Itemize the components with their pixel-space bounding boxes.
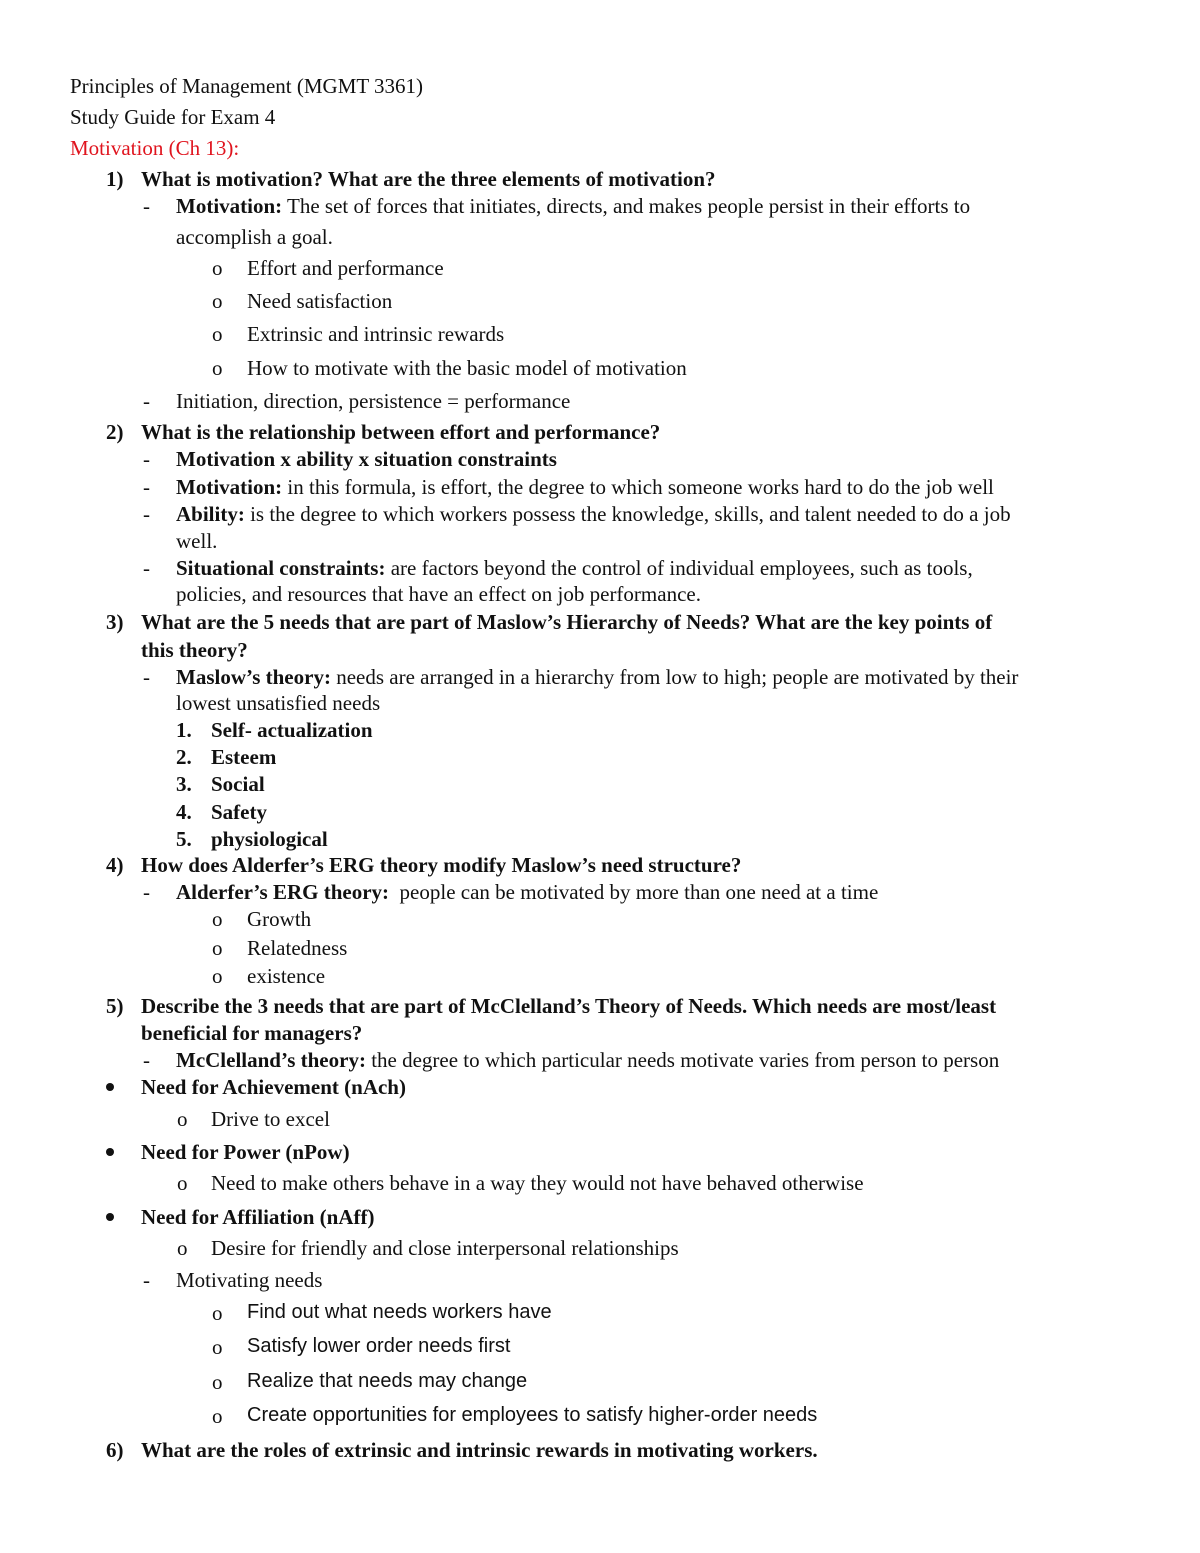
- q1-note: Initiation, direction, persistence = performance: [176, 389, 571, 413]
- q5-theory: [176, 1048, 999, 1072]
- mcclelland-need: Need for Achievement (nAch): [141, 1075, 406, 1099]
- q4-theory-text: people can be motivated by more than one need at a time: [399, 880, 879, 904]
- q2-constraints-text: are factors beyond the control of individual employees, such as tools,: [390, 556, 973, 580]
- q3-theory-text: needs are arranged in a hierarchy from low to high; people are motivated by their: [336, 665, 1019, 689]
- mcclelland-need-desc: Need to make others behave in a way they would not have behaved otherwise: [211, 1171, 864, 1195]
- bullet-icon: [106, 1213, 114, 1221]
- q3-theory: [176, 665, 1018, 689]
- circle-marker: o: [212, 1335, 223, 1359]
- q2-ability-term: Ability:: [176, 502, 245, 526]
- q4-theory-term: Alderfer’s ERG theory:: [176, 880, 390, 904]
- bullet-icon: [106, 1148, 114, 1156]
- circle-marker: o: [212, 289, 223, 313]
- q5-theory-term: McClelland’s theory:: [176, 1048, 366, 1072]
- question-6-text: What are the roles of extrinsic and intrinsic rewards in motivating workers.: [141, 1438, 818, 1462]
- question-4-number: 4): [106, 853, 124, 877]
- maslow-need-number: 4.: [176, 800, 192, 824]
- circle-marker: o: [212, 322, 223, 346]
- dash-marker: -: [143, 194, 150, 218]
- circle-marker: o: [177, 1107, 188, 1131]
- circle-marker: o: [212, 256, 223, 280]
- maslow-need: Esteem: [211, 745, 277, 769]
- question-2-number: 2): [106, 420, 124, 444]
- circle-marker: o: [212, 1370, 223, 1394]
- maslow-need-number: 3.: [176, 772, 192, 796]
- question-3-text: What are the 5 needs that are part of Maslow’s Hierarchy of Needs? What are the key points of: [141, 610, 993, 634]
- maslow-need-number: 2.: [176, 745, 192, 769]
- question-5-text-cont: beneficial for managers?: [141, 1021, 363, 1045]
- question-5-text: Describe the 3 needs that are part of McClelland’s Theory of Needs. Which needs are most/least: [141, 994, 997, 1018]
- erg-need: existence: [247, 964, 326, 988]
- mcclelland-need: Need for Power (nPow): [141, 1140, 350, 1164]
- erg-need: Growth: [247, 907, 312, 931]
- maslow-need: Social: [211, 772, 265, 796]
- question-1-number: 1): [106, 167, 124, 191]
- q2-ability-text: is the degree to which workers possess the knowledge, skills, and talent needed to do a job: [250, 502, 1011, 526]
- circle-marker: o: [212, 907, 223, 931]
- motivating-step: Realize that needs may change: [247, 1370, 528, 1392]
- motivating-step: Satisfy lower order needs first: [247, 1335, 511, 1357]
- mcclelland-need-desc: Desire for friendly and close interpersonal relationships: [211, 1236, 679, 1260]
- circle-marker: o: [212, 964, 223, 988]
- erg-need: Relatedness: [247, 936, 348, 960]
- question-5-number: 5): [106, 994, 124, 1018]
- q1-element: Effort and performance: [247, 256, 444, 280]
- question-3-text-cont: this theory?: [141, 638, 248, 662]
- q2-formula: Motivation x ability x situation constraints: [176, 447, 557, 471]
- q2-ability-cont: well.: [176, 529, 218, 553]
- q4-theory: [176, 880, 878, 904]
- q2-motivation-term: Motivation:: [176, 475, 283, 499]
- mcclelland-need-desc: Drive to excel: [211, 1107, 330, 1131]
- q3-theory-cont: lowest unsatisfied needs: [176, 691, 381, 715]
- q2-motivation-text: in this formula, is effort, the degree to which someone works hard to do the job well: [287, 475, 994, 499]
- question-3-number: 3): [106, 610, 124, 634]
- question-4-text: How does Alderfer’s ERG theory modify Maslow’s need structure?: [141, 853, 742, 877]
- circle-marker: o: [212, 356, 223, 380]
- dash-marker: -: [143, 1048, 150, 1072]
- circle-marker: o: [177, 1171, 188, 1195]
- q1-definition-cont: accomplish a goal.: [176, 225, 333, 249]
- document-title: Principles of Management (MGMT 3361): [70, 74, 424, 98]
- q1-element: How to motivate with the basic model of motivation: [247, 356, 687, 380]
- q2-constraints-cont: policies, and resources that have an effect on job performance.: [176, 582, 701, 606]
- document-subtitle: Study Guide for Exam 4: [70, 105, 276, 129]
- q1-element: Extrinsic and intrinsic rewards: [247, 322, 505, 346]
- q1-definition-text: The set of forces that initiates, directs, and makes people persist in their efforts to: [287, 194, 971, 218]
- maslow-need: Safety: [211, 800, 267, 824]
- circle-marker: o: [212, 1301, 223, 1325]
- circle-marker: o: [212, 936, 223, 960]
- q1-element: Need satisfaction: [247, 289, 393, 313]
- question-6-number: 6): [106, 1438, 124, 1462]
- dash-marker: -: [143, 556, 150, 580]
- question-1-text: What is motivation? What are the three elements of motivation?: [141, 167, 716, 191]
- mcclelland-need: Need for Affiliation (nAff): [141, 1205, 375, 1229]
- q2-motivation: [176, 475, 994, 499]
- q1-definition: [176, 194, 970, 218]
- q2-constraints-term: Situational constraints:: [176, 556, 386, 580]
- question-2-text: What is the relationship between effort and performance?: [141, 420, 661, 444]
- dash-marker: -: [143, 880, 150, 904]
- dash-marker: -: [143, 447, 150, 471]
- bullet-icon: [106, 1083, 114, 1091]
- dash-marker: -: [143, 502, 150, 526]
- q5-theory-text: the degree to which particular needs motivate varies from person to person: [371, 1048, 1000, 1072]
- dash-marker: -: [143, 1268, 150, 1292]
- q2-constraints: [176, 556, 973, 580]
- motivating-needs-label: Motivating needs: [176, 1268, 323, 1292]
- circle-marker: o: [212, 1404, 223, 1428]
- dash-marker: -: [143, 665, 150, 689]
- maslow-need: physiological: [211, 827, 328, 851]
- dash-marker: -: [143, 389, 150, 413]
- q1-definition-term: Motivation:: [176, 194, 283, 218]
- dash-marker: -: [143, 475, 150, 499]
- motivating-step: Create opportunities for employees to satisfy higher-order needs: [247, 1404, 818, 1426]
- maslow-need-number: 1.: [176, 718, 192, 742]
- q3-theory-term: Maslow’s theory:: [176, 665, 331, 689]
- circle-marker: o: [177, 1236, 188, 1260]
- q2-ability: [176, 502, 1011, 526]
- motivating-step: Find out what needs workers have: [247, 1301, 552, 1323]
- maslow-need: Self- actualization: [211, 718, 373, 742]
- section-heading: Motivation (Ch 13):: [70, 136, 240, 160]
- maslow-need-number: 5.: [176, 827, 192, 851]
